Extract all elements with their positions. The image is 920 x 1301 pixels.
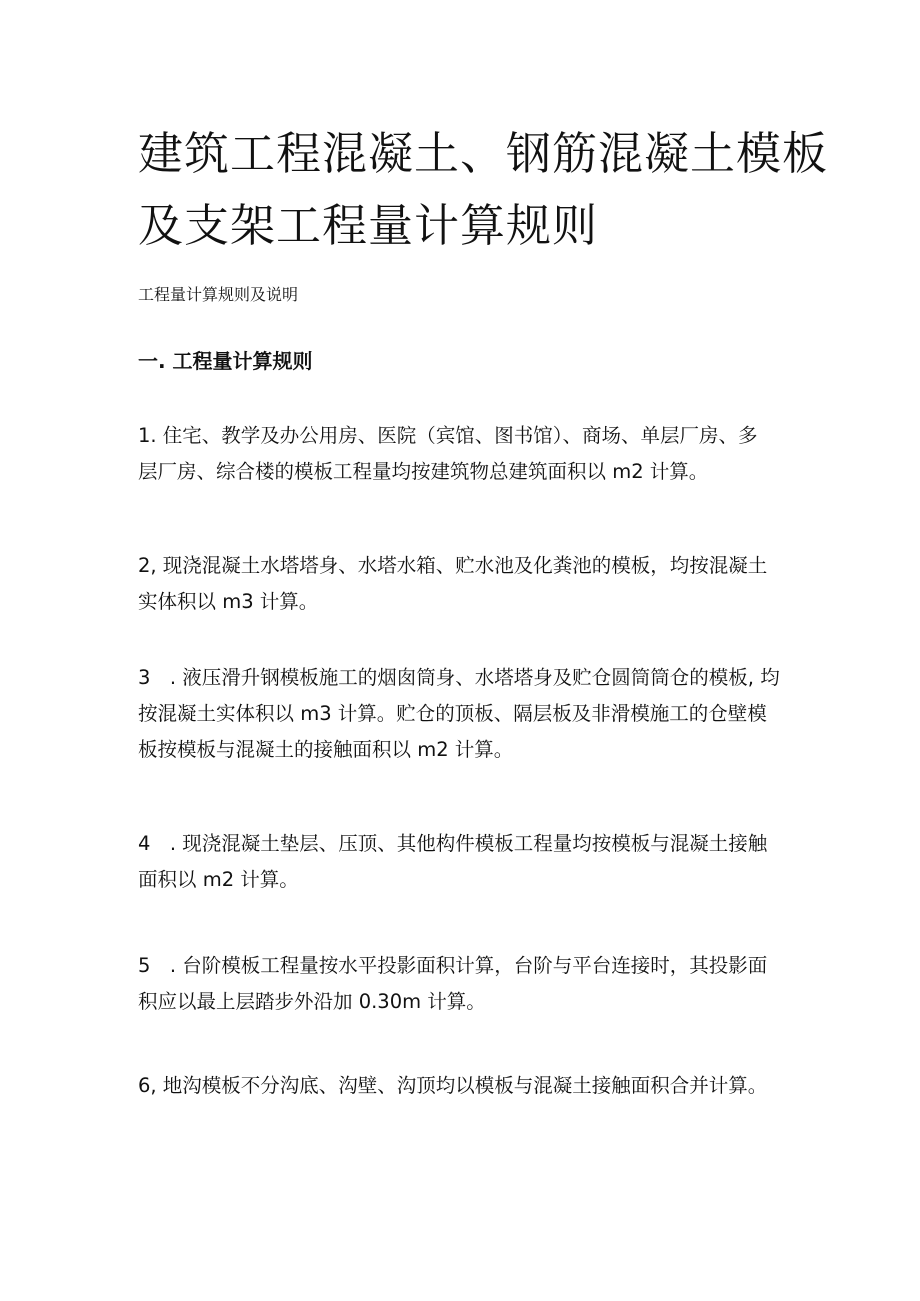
paragraph-line: 面积以 m2 计算。 (138, 868, 299, 891)
section-heading: 一. 工程量计算规则 (138, 349, 313, 373)
rule-paragraph-4 (138, 826, 788, 898)
rule-paragraph-2 (138, 548, 788, 620)
rule-paragraph-3 (138, 660, 788, 768)
paragraph-line: 2, 现浇混凝土水塔塔身、水塔水箱、贮水池及化粪池的模板，均按混凝土 (138, 554, 768, 577)
rule-paragraph-1 (138, 418, 788, 490)
document-subtitle: 工程量计算规则及说明 (138, 285, 299, 304)
title-line: 建筑工程混凝土、钢筋混凝土模板 (138, 127, 829, 180)
title-line: 及支架工程量计算规则 (138, 199, 599, 252)
paragraph-line: 积应以最上层踏步外沿加 0.30m 计算。 (138, 990, 486, 1013)
paragraph-line: 板按模板与混凝土的接触面积以 m2 计算。 (138, 738, 514, 761)
paragraph-line: 层厂房、综合楼的模板工程量均按建筑物总建筑面积以 m2 计算。 (138, 460, 709, 483)
rule-paragraph-5 (138, 948, 788, 1020)
paragraph-line: 3 . 液压滑升钢模板施工的烟囱筒身、水塔塔身及贮仓圆筒筒仓的模板, 均 (138, 666, 780, 689)
paragraph-line: 4 . 现浇混凝土垫层、压顶、其他构件模板工程量均按模板与混凝土接触 (138, 832, 768, 855)
document-title (138, 118, 829, 262)
paragraph-line: 1. 住宅、教学及办公用房、医院（宾馆、图书馆）、商场、单层厂房、多 (138, 424, 758, 447)
paragraph-line: 实体积以 m3 计算。 (138, 590, 319, 613)
rule-paragraph-6 (138, 1068, 788, 1104)
paragraph-line: 6, 地沟模板不分沟底、沟壁、沟顶均以模板与混凝土接触面积合并计算。 (138, 1074, 768, 1097)
paragraph-line: 按混凝土实体积以 m3 计算。贮仓的顶板、隔层板及非滑模施工的仓壁模 (138, 702, 767, 725)
paragraph-line: 5 . 台阶模板工程量按水平投影面积计算，台阶与平台连接时，其投影面 (138, 954, 768, 977)
